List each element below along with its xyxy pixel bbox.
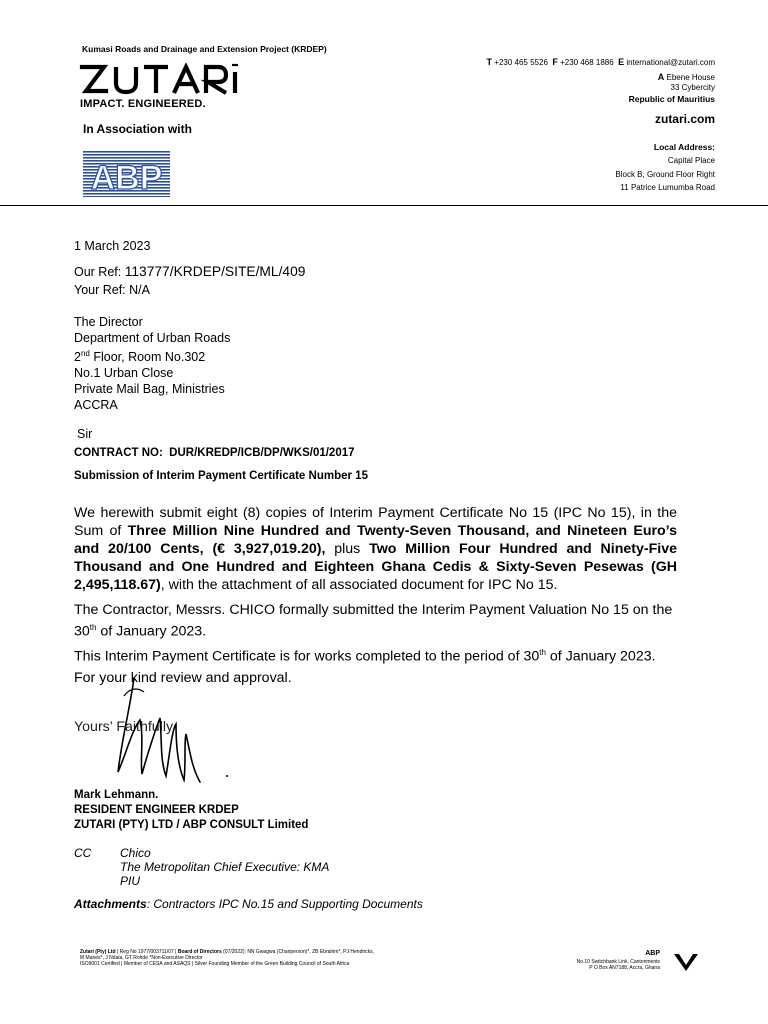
telephone-value: +230 465 5526 [494,58,548,67]
email-label: E [618,57,625,67]
email-value[interactable]: international@zutari.com [626,58,715,67]
address-line1-text: Ebene House [666,73,715,82]
svg-text:ABP: ABP [90,159,163,197]
signatory-name: Mark Lehmann. [74,789,159,801]
cc-line2: The Metropolitan Chief Executive: KMA [120,860,330,874]
website-link[interactable]: zutari.com [654,112,715,126]
signatory-company: ZUTARI (PTY) LTD / ABP CONSULT Limited [74,819,309,831]
attachments-text: : Contractors IPC No.15 and Supporting Documents [146,897,423,911]
recipient-line5: Private Mail Bag, Ministries [74,382,225,397]
paragraph-ipc-sum: We herewith submit eight (8) copies of Interim Payment Certificate No 15 (IPC No 15), in the Sum of Three Million Nine Hundred and Twenty-Seven Thousand, and Nineteen Euro’s and 20/100 Cents, (€ 3,927,019.20), plus Two Million Four Hundred and Ninety-Five Thousand and One Hundred and Eighteen Ghana Cedis & Sixty-Seven Pesewas (GH 2,495,118.67), with the attachment of all associated document for IPC No 15. [74,505,677,593]
your-ref: Your Ref: N/A [74,283,150,297]
address-line1 [658,72,715,82]
recipient-line1: The Director [74,315,143,329]
our-ref-label: Our Ref: [74,265,125,279]
fax-label: F [552,57,558,67]
cc-line1: Chico [120,846,151,860]
country: Republic of Mauritius [628,94,715,104]
footer-abp-address [577,959,660,971]
our-ref [74,264,305,280]
local-address-line1: Capital Place [667,156,715,165]
recipient-address [74,314,230,413]
letter-date: 1 March 2023 [74,239,151,253]
closing: Yours’ Faithfully [74,719,174,735]
our-ref-value: 113777/KRDEP/SITE/ML/409 [124,264,306,279]
cc-label: CC [74,846,92,860]
association-text: In Association with [83,122,192,136]
footer-company-info [80,949,520,967]
zutari-logo [78,63,243,97]
telephone-label: T [486,57,493,67]
local-address-line3: 11 Patrice Lumumba Road [620,183,715,192]
signatory-block [74,788,308,833]
attachments-line [74,897,423,911]
paragraph-review: For your kind review and approval. [74,670,292,686]
address-line2: 33 Cybercity [670,83,715,92]
tagline: IMPACT. ENGINEERED. [80,98,206,110]
contact-line [487,57,715,67]
address-label: A [657,72,665,82]
recipient-line2: Department of Urban Roads [74,331,231,345]
footer-line1: Zutari (Pty) Ltd | Reg No 1977/003711/07 | Board of Directors (07/2022): NN Gwagwa (Chairperson)*, ZB Ebrahim*, PJ Hendricks, [80,949,375,955]
signature-image [100,668,240,788]
footer-abp-line2: P O Box AN7188, Accra, Ghana [589,965,660,971]
project-title: Kumasi Roads and Drainage and Extension Project (KRDEP) [82,44,327,54]
recipient-line3: 2nd Floor, Room No.302 [74,349,206,365]
subject-line: Submission of Interim Payment Certificate Number 15 [74,470,368,482]
zutari-footer-mark [673,952,699,972]
local-address-label: Local Address: [653,142,715,152]
attachments-label: Attachments [74,897,147,911]
fax-value: +230 468 1886 [560,58,614,67]
paragraph-contractor: The Contractor, Messrs. CHICO formally submitted the Interim Payment Valuation No 15 on the 30th of January 2023. [74,602,673,640]
contract-number: CONTRACT NO: DUR/KREDP/ICB/DP/WKS/01/2017 [74,447,355,459]
footer-line2: M Manes*, J Ndala, GT Rohde *Non-Executive Director [80,955,203,961]
header-divider [0,205,768,206]
cc-line3: PIU [120,874,141,888]
signatory-title: RESIDENT ENGINEER KRDEP [74,804,239,816]
footer-abp-title: ABP [645,950,660,957]
recipient-line6: ACCRA [74,398,118,413]
cc-list [120,846,329,888]
footer-abp-line1: No.10 Switchbank Link, Cantonments [576,959,660,965]
abp-logo [83,151,170,197]
salutation: Sir [77,427,93,441]
footer-line3: ISO9001 Certified | Member of CESA and ASAQS | Silver Founding Member of the Green Building Council of South Africa [80,961,350,967]
recipient-line4: No.1 Urban Close [74,366,174,381]
local-address-line2: Block B, Ground Floor Right [615,170,715,179]
paragraph-period: This Interim Payment Certificate is for works completed to the period of 30th of January 2023. [74,648,656,665]
